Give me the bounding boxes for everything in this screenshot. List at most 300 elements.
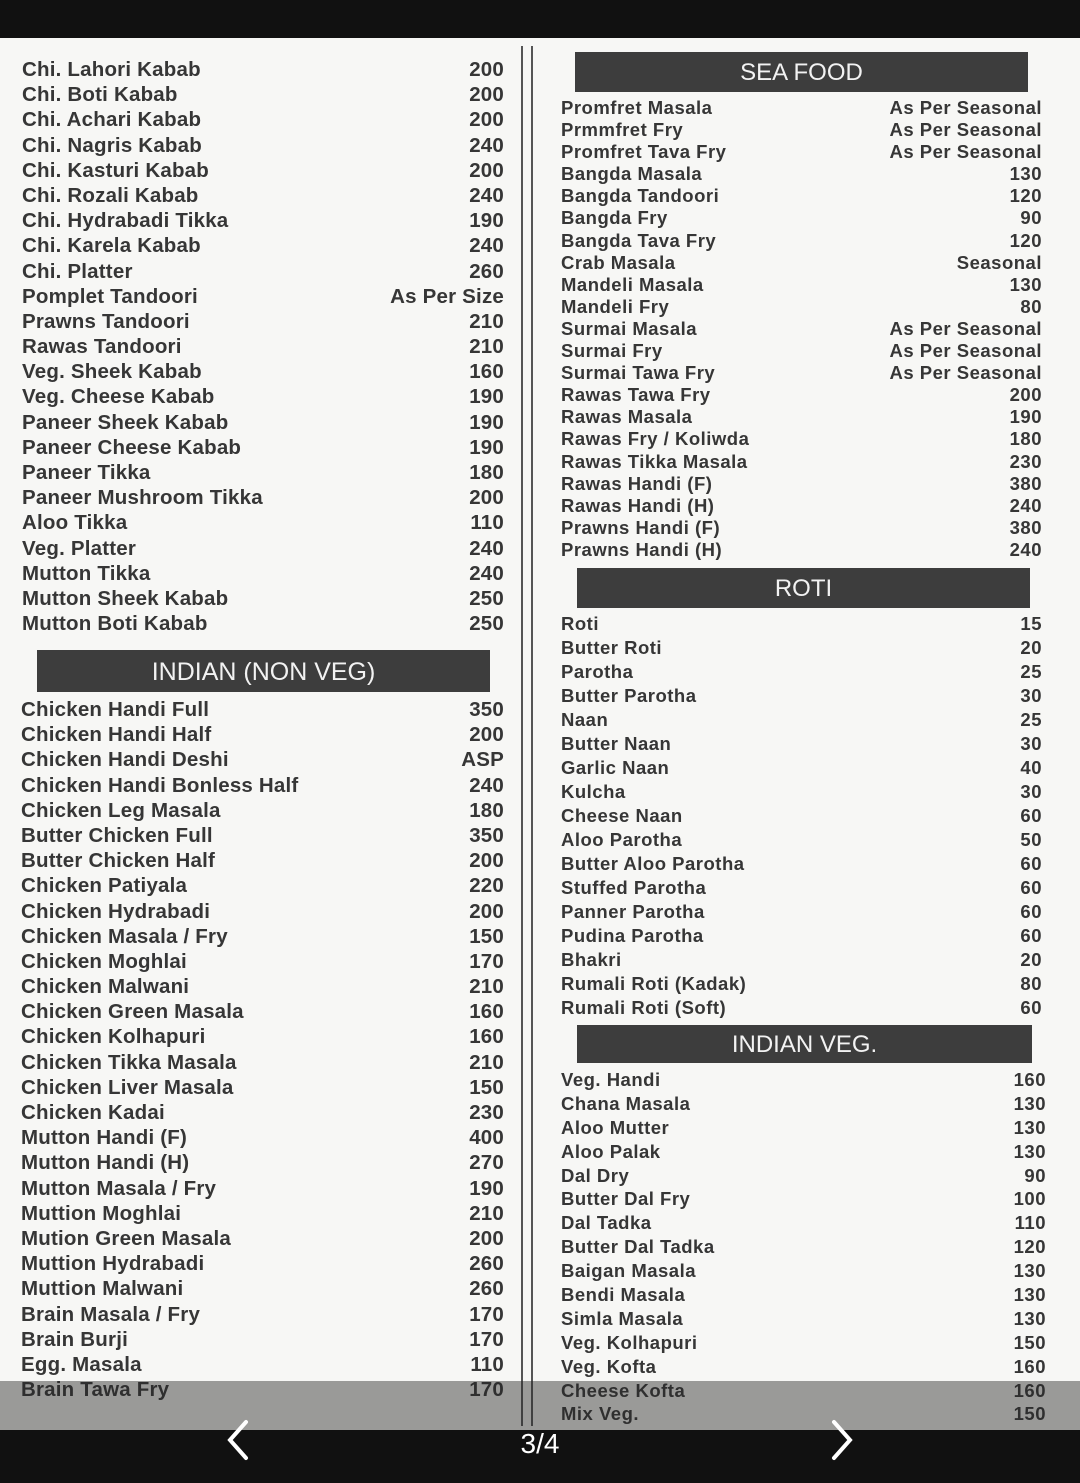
menu-item-name: Simla Masala <box>561 1307 684 1329</box>
section-header-indian-veg: INDIAN VEG. <box>577 1025 1032 1063</box>
menu-item <box>21 1327 504 1352</box>
menu-item <box>561 473 1042 495</box>
menu-item-price: 190 <box>469 410 504 434</box>
menu-item-price: 250 <box>469 612 504 636</box>
menu-item <box>21 798 504 823</box>
menu-item-name: Chi. Lahori Kabab <box>22 58 201 81</box>
menu-item-name: Prawns Tandoori <box>22 309 190 333</box>
menu-item <box>561 1068 1046 1092</box>
menu-item-price: 270 <box>469 1151 504 1175</box>
menu-item <box>22 536 504 561</box>
menu-item <box>22 259 504 284</box>
menu-item <box>21 848 504 873</box>
menu-item-price: 100 <box>1013 1188 1046 1210</box>
column-divider <box>531 46 533 1426</box>
menu-item <box>561 924 1042 948</box>
menu-item <box>561 362 1042 384</box>
menu-item-name: Bangda Masala <box>561 163 703 185</box>
menu-item-name: Bendi Masala <box>561 1284 686 1306</box>
indian-veg-list <box>561 1068 1046 1426</box>
menu-item <box>22 82 504 107</box>
menu-item-price: 130 <box>1009 273 1042 295</box>
menu-item <box>21 722 504 747</box>
menu-item <box>22 510 504 535</box>
menu-item-name: Dal Tadka <box>561 1212 652 1234</box>
menu-item-name: Rawas Handi (F) <box>561 472 713 494</box>
menu-item-name: Mutton Masala / Fry <box>21 1176 217 1200</box>
menu-item-price: As Per Seasonal <box>889 119 1042 141</box>
menu-item <box>561 384 1042 406</box>
menu-item-price: 60 <box>1020 997 1042 1018</box>
menu-item-name: Mutton Boti Kabab <box>22 612 208 636</box>
menu-item-price: As Per Seasonal <box>889 141 1042 163</box>
menu-item <box>21 773 504 798</box>
menu-item-name: Surmai Fry <box>561 340 663 362</box>
menu-item <box>561 141 1042 163</box>
menu-item <box>561 612 1042 636</box>
menu-item-price: 210 <box>469 975 504 999</box>
menu-item <box>561 1331 1046 1355</box>
menu-item-price: 60 <box>1020 925 1042 946</box>
menu-item <box>561 708 1042 732</box>
menu-item <box>561 318 1042 340</box>
menu-item-name: Chicken Masala / Fry <box>21 924 228 948</box>
menu-item-name: Butter Chicken Half <box>21 849 216 873</box>
menu-item <box>561 636 1042 660</box>
menu-item-price: 90 <box>1024 1164 1046 1186</box>
menu-item-name: Pomplet Tandoori <box>22 284 198 308</box>
menu-item <box>21 999 504 1024</box>
menu-item <box>561 340 1042 362</box>
menu-item <box>561 732 1042 756</box>
menu-item-name: Chicken Kolhapuri <box>21 1025 206 1049</box>
menu-item <box>561 252 1042 274</box>
menu-item-name: Dal Dry <box>561 1164 630 1186</box>
menu-item <box>21 1024 504 1049</box>
menu-item-price: 150 <box>1013 1331 1046 1353</box>
menu-item-name: Aloo Parotha <box>561 829 683 850</box>
menu-item-price: 240 <box>469 234 504 258</box>
menu-item-price: 210 <box>469 1201 504 1225</box>
menu-item-name: Naan <box>561 709 609 730</box>
menu-item-price: 260 <box>469 1277 504 1301</box>
menu-item <box>21 924 504 949</box>
menu-item <box>561 1187 1046 1211</box>
menu-item-name: Rawas Tikka Masala <box>561 450 748 472</box>
menu-item-name: Butter Naan <box>561 733 672 754</box>
menu-item-name: Chicken Liver Masala <box>21 1075 234 1099</box>
menu-item <box>561 119 1042 141</box>
menu-item-price: 130 <box>1013 1307 1046 1329</box>
menu-item <box>561 972 1042 996</box>
menu-item-name: Aloo Mutter <box>561 1116 670 1138</box>
menu-item <box>22 410 504 435</box>
menu-item <box>561 451 1042 473</box>
menu-item-price: As Per Size <box>390 284 504 308</box>
menu-item-price: 40 <box>1020 757 1042 778</box>
menu-item-name: Paneer Sheek Kabab <box>22 410 229 434</box>
menu-item <box>561 274 1042 296</box>
menu-item-price: 130 <box>1013 1284 1046 1306</box>
menu-item-price: 170 <box>469 1302 504 1326</box>
menu-item-name: Brain Burji <box>21 1327 128 1351</box>
menu-item <box>21 1226 504 1251</box>
roti-list <box>561 612 1042 1020</box>
menu-item <box>22 183 504 208</box>
menu-item-price: 190 <box>469 385 504 409</box>
menu-item-name: Pudina Parotha <box>561 925 704 946</box>
menu-item-name: Chi. Karela Kabab <box>22 234 201 258</box>
menu-item <box>561 207 1042 229</box>
menu-item <box>21 1352 504 1377</box>
menu-item-name: Mandeli Masala <box>561 273 704 295</box>
menu-item-name: Veg. Kolhapuri <box>561 1331 698 1353</box>
menu-item-name: Muttion Moghlai <box>21 1201 182 1225</box>
menu-item-price: 130 <box>1013 1116 1046 1138</box>
menu-item-price: 170 <box>469 949 504 973</box>
menu-item-price: 150 <box>469 924 504 948</box>
menu-item-price: 110 <box>470 1352 504 1376</box>
menu-item <box>22 133 504 158</box>
menu-item-price: 180 <box>469 461 504 484</box>
menu-item-name: Veg. Cheese Kabab <box>22 385 215 409</box>
menu-item-price: 350 <box>469 823 504 847</box>
menu-item-name: Cheese Naan <box>561 805 683 826</box>
menu-item-name: Chicken Malwani <box>21 975 190 999</box>
menu-item-price: 240 <box>469 773 504 797</box>
menu-item <box>21 823 504 848</box>
menu-item-name: Butter Roti <box>561 637 663 658</box>
menu-item <box>561 684 1042 708</box>
menu-item-price: 240 <box>469 183 504 207</box>
menu-item-price: 240 <box>469 536 504 560</box>
menu-item-price: 260 <box>469 259 504 283</box>
menu-item <box>21 873 504 898</box>
page-counter: 3/4 <box>520 1428 560 1459</box>
section-header-indian-non-veg: INDIAN (NON VEG) <box>37 650 490 692</box>
menu-item-name: Kulcha <box>561 781 626 802</box>
menu-item <box>21 697 504 722</box>
menu-item-price: 200 <box>469 486 504 510</box>
menu-item-name: Rawas Fry / Koliwda <box>561 428 750 450</box>
menu-item-price: 160 <box>469 360 504 384</box>
menu-item-name: Rawas Masala <box>561 406 693 428</box>
menu-item-name: Egg. Masala <box>21 1352 142 1376</box>
menu-item <box>22 611 504 636</box>
menu-item-price: 350 <box>469 698 504 721</box>
menu-item-price: 210 <box>469 1050 504 1074</box>
menu-item <box>561 756 1042 780</box>
menu-item-name: Chi. Boti Kabab <box>22 83 178 107</box>
next-image-button[interactable] <box>828 1418 858 1473</box>
column-divider <box>521 46 523 1426</box>
menu-item-price: 30 <box>1020 733 1042 754</box>
menu-item-price: 150 <box>1013 1403 1046 1425</box>
menu-item <box>22 485 504 510</box>
menu-item-name: Mutton Tikka <box>22 561 151 585</box>
menu-item <box>22 309 504 334</box>
menu-item-price: 30 <box>1020 781 1042 802</box>
menu-item <box>561 804 1042 828</box>
menu-item-name: Mutton Handi (F) <box>21 1126 188 1150</box>
menu-item-name: Veg. Kofta <box>561 1355 657 1377</box>
menu-item <box>561 163 1042 185</box>
menu-item <box>21 949 504 974</box>
menu-item-price: 200 <box>469 83 504 107</box>
menu-item <box>22 208 504 233</box>
viewer-controls-overlay <box>0 1381 1080 1430</box>
menu-item-name: Paneer Tikka <box>22 461 151 484</box>
menu-item-name: Butter Parotha <box>561 685 697 706</box>
menu-item-price: As Per Seasonal <box>889 362 1042 384</box>
menu-item-price: 160 <box>1013 1355 1046 1377</box>
menu-item-name: Chicken Hydrabadi <box>21 899 211 923</box>
menu-item-name: Chana Masala <box>561 1092 691 1114</box>
menu-item-name: Veg. Handi <box>561 1069 661 1090</box>
menu-item-price: 170 <box>469 1327 504 1351</box>
menu-item-price: 110 <box>470 511 504 535</box>
menu-item <box>21 974 504 999</box>
menu-item-price: 80 <box>1020 295 1042 317</box>
menu-item <box>22 284 504 309</box>
menu-item-name: Chicken Tikka Masala <box>21 1050 237 1074</box>
menu-item <box>561 495 1042 517</box>
menu-item-price: 120 <box>1013 1236 1046 1258</box>
menu-item-price: 110 <box>1014 1212 1046 1234</box>
menu-item-price: 200 <box>1009 384 1042 406</box>
menu-item-price: 380 <box>1009 472 1042 494</box>
menu-item-price: 200 <box>469 899 504 923</box>
menu-item <box>561 1140 1046 1164</box>
menu-item <box>561 185 1042 207</box>
menu-item-price: 20 <box>1020 949 1042 970</box>
menu-item-name: Veg. Platter <box>22 536 137 560</box>
menu-item-price: 90 <box>1020 207 1042 229</box>
menu-item-name: Cheese Kofta <box>561 1379 686 1401</box>
menu-item-price: 230 <box>469 1101 504 1124</box>
menu-item-price: 60 <box>1020 877 1042 898</box>
menu-item-price: 200 <box>469 58 504 81</box>
menu-item-name: Bangda Tandoori <box>561 185 720 207</box>
menu-item <box>21 1302 504 1327</box>
menu-item-name: Mandeli Fry <box>561 295 670 317</box>
menu-item-price: 120 <box>1009 185 1042 207</box>
menu-item-name: Roti <box>561 613 599 634</box>
menu-item <box>561 1164 1046 1188</box>
menu-item-price: 50 <box>1020 829 1042 850</box>
menu-item <box>21 1150 504 1175</box>
menu-item-price: 15 <box>1020 613 1042 634</box>
menu-item-name: Butter Dal Fry <box>561 1188 691 1210</box>
menu-item-name: Chicken Kadai <box>21 1101 165 1124</box>
menu-item-name: Rawas Tandoori <box>22 335 182 359</box>
menu-item-name: Parotha <box>561 661 634 682</box>
menu-item-price: 130 <box>1009 163 1042 185</box>
menu-item <box>22 359 504 384</box>
menu-item-name: Brain Masala / Fry <box>21 1302 201 1326</box>
menu-item-price: 210 <box>469 335 504 359</box>
menu-item <box>561 852 1042 876</box>
menu-item <box>22 233 504 258</box>
menu-item <box>21 1251 504 1276</box>
section-header-sea-food: SEA FOOD <box>575 52 1028 92</box>
menu-item-price: 150 <box>469 1075 504 1099</box>
menu-item-name: Brain Tawa Fry <box>21 1378 170 1402</box>
menu-item <box>561 1307 1046 1331</box>
menu-item-price: 200 <box>469 723 504 747</box>
menu-item-name: Chi. Rozali Kabab <box>22 183 199 207</box>
menu-item-name: Promfret Masala <box>561 97 713 118</box>
menu-item-price: 190 <box>469 435 504 459</box>
sea-food-list <box>561 97 1042 561</box>
menu-item-name: Panner Parotha <box>561 901 705 922</box>
menu-item-price: 200 <box>469 1226 504 1250</box>
menu-item-name: Muttion Malwani <box>21 1277 184 1301</box>
menu-item-price: 25 <box>1020 709 1042 730</box>
menu-item-name: Chicken Handi Full <box>21 698 210 721</box>
menu-item-name: Bangda Tava Fry <box>561 229 717 251</box>
menu-item <box>21 1201 504 1226</box>
kabab-list <box>22 57 504 636</box>
menu-item-name: Baigan Masala <box>561 1260 697 1282</box>
menu-item-name: Bhakri <box>561 949 622 970</box>
menu-item-price: 180 <box>469 798 504 822</box>
menu-item <box>22 107 504 132</box>
menu-item <box>22 435 504 460</box>
menu-item <box>21 1100 504 1125</box>
menu-item-price: 380 <box>1009 516 1042 538</box>
menu-item <box>561 828 1042 852</box>
menu-item <box>561 660 1042 684</box>
menu-item-price: 80 <box>1020 973 1042 994</box>
menu-item-price: 160 <box>469 1000 504 1024</box>
menu-item-price: As Per Seasonal <box>889 340 1042 362</box>
menu-item-price: 130 <box>1013 1140 1046 1162</box>
menu-item <box>561 1116 1046 1140</box>
indian-non-veg-list <box>21 697 504 1402</box>
menu-item-name: Chicken Handi Deshi <box>21 748 229 772</box>
menu-item-name: Surmai Tawa Fry <box>561 362 716 384</box>
menu-item-price: 170 <box>469 1378 504 1402</box>
menu-item-price: 260 <box>469 1252 504 1276</box>
menu-item <box>21 899 504 924</box>
menu-item-name: Rumali Roti (Kadak) <box>561 973 747 994</box>
menu-item <box>561 406 1042 428</box>
menu-item-name: Chi. Achari Kabab <box>22 108 202 132</box>
menu-item-name: Mution Green Masala <box>21 1226 231 1250</box>
menu-item-price: ASP <box>461 748 504 772</box>
menu-item <box>561 296 1042 318</box>
menu-item-name: Chi. Platter <box>22 259 133 283</box>
menu-item-name: Paneer Mushroom Tikka <box>22 486 263 510</box>
menu-item <box>21 1276 504 1301</box>
menu-item <box>561 780 1042 804</box>
menu-item-price: 120 <box>1009 229 1042 251</box>
menu-item <box>21 1050 504 1075</box>
menu-item-price: 60 <box>1020 853 1042 874</box>
menu-item <box>561 230 1042 252</box>
menu-item-name: Prawns Handi (H) <box>561 538 723 560</box>
menu-item <box>21 1176 504 1201</box>
menu-item <box>561 1211 1046 1235</box>
menu-item <box>22 158 504 183</box>
menu-item-name: Chicken Leg Masala <box>21 798 221 822</box>
menu-item-price: 240 <box>469 561 504 585</box>
menu-item-price: 200 <box>469 849 504 873</box>
section-header-roti: ROTI <box>577 568 1030 608</box>
menu-item-name: Garlic Naan <box>561 757 670 778</box>
menu-item-price: 60 <box>1020 805 1042 826</box>
menu-item-price: 210 <box>469 309 504 333</box>
menu-item <box>21 1125 504 1150</box>
menu-item-name: Chi. Nagris Kabab <box>22 133 202 157</box>
menu-item <box>561 1355 1046 1379</box>
menu-item-price: 240 <box>1009 538 1042 560</box>
menu-item <box>22 561 504 586</box>
menu-item-name: Bangda Fry <box>561 207 668 229</box>
menu-item <box>22 57 504 82</box>
menu-item-name: Promfret Tava Fry <box>561 141 727 163</box>
menu-item <box>561 1283 1046 1307</box>
menu-item-name: Mix Veg. <box>561 1403 640 1425</box>
menu-item-price: 190 <box>1009 406 1042 428</box>
menu-item <box>22 334 504 359</box>
menu-item <box>561 539 1042 561</box>
menu-item-price: 220 <box>469 874 504 898</box>
menu-item-name: Muttion Hydrabadi <box>21 1252 205 1276</box>
menu-item-price: 130 <box>1013 1092 1046 1114</box>
menu-item-name: Chi. Hydrabadi Tikka <box>22 209 229 233</box>
menu-item-name: Chicken Handi Bonless Half <box>21 773 299 797</box>
menu-item-price: 25 <box>1020 661 1042 682</box>
menu-item-price: 130 <box>1013 1260 1046 1282</box>
menu-item-price: Seasonal <box>956 251 1042 273</box>
menu-item <box>561 1235 1046 1259</box>
menu-item-name: Rawas Tawa Fry <box>561 384 711 406</box>
menu-item-name: Rumali Roti (Soft) <box>561 997 727 1018</box>
menu-item <box>561 876 1042 900</box>
menu-item <box>21 747 504 772</box>
menu-item-price: As Per Seasonal <box>889 317 1042 339</box>
menu-item-name: Aloo Palak <box>561 1140 661 1162</box>
menu-item-price: 400 <box>469 1126 504 1150</box>
menu-item-price: 230 <box>1009 450 1042 472</box>
menu-item-name: Rawas Handi (H) <box>561 494 715 516</box>
menu-item-price: 20 <box>1020 637 1042 658</box>
menu-item <box>22 460 504 485</box>
menu-item-price: 180 <box>1009 428 1042 450</box>
menu-item-price: 250 <box>469 586 504 610</box>
menu-item-name: Butter Aloo Parotha <box>561 853 745 874</box>
menu-item-name: Veg. Sheek Kabab <box>22 360 202 384</box>
menu-item-price: 30 <box>1020 685 1042 706</box>
menu-item-name: Chicken Green Masala <box>21 1000 244 1024</box>
menu-item <box>561 517 1042 539</box>
menu-item-name: Butter Dal Tadka <box>561 1236 715 1258</box>
menu-item-name: Chicken Patiyala <box>21 874 188 898</box>
menu-item-name: Mutton Handi (H) <box>21 1151 190 1175</box>
menu-item-price: 190 <box>469 209 504 233</box>
menu-item-name: Chicken Moghlai <box>21 949 187 973</box>
menu-item-name: Mutton Sheek Kabab <box>22 586 229 610</box>
menu-item <box>22 586 504 611</box>
menu-item-price: 200 <box>469 158 504 182</box>
chevron-right-icon <box>828 1418 858 1462</box>
menu-item-name: Butter Chicken Full <box>21 823 213 847</box>
menu-item <box>561 1259 1046 1283</box>
menu-item-price: 200 <box>469 108 504 132</box>
menu-item <box>561 948 1042 972</box>
